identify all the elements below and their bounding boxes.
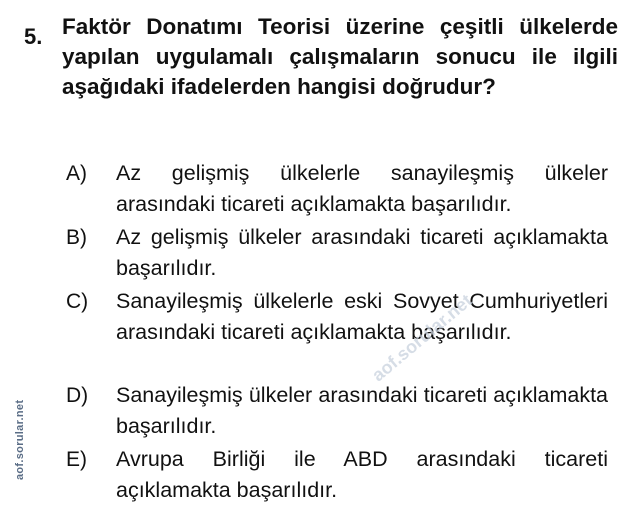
side-watermark: aof.sorular.net [14,399,26,480]
option-a-letter: A) [66,162,87,185]
option-d-letter: D) [66,384,89,407]
option-c-text: Sanayileşmiş ülkelerle eski Sovyet Cumhuriyetleri arasındaki ticareti açıklamakta başarılıdır. [116,289,608,344]
option-c-letter: C) [66,290,89,313]
center-watermark: aof.sorular.net [368,290,476,386]
option-b-letter: B) [66,226,87,249]
question-number: 5. [24,24,43,49]
question-text: Faktör Donatımı Teorisi üzerine çeşitli ülkelerde yapılan uygulamalı çalışmaların sonucu ile ilgili aşağıdaki ifadelerden hangisi doğrudur? [62,14,618,99]
option-e-letter: E) [66,448,87,471]
option-d-text: Sanayileşmiş ülkeler arasındaki ticareti açıklamakta başarılıdır. [116,383,608,438]
option-e-text: Avrupa Birliği ile ABD arasındaki ticareti açıklamakta başarılıdır. [116,447,608,502]
option-a-text: Az gelişmiş ülkelerle sanayileşmiş ülkeler arasındaki ticareti açıklamakta başarılıdır. [116,161,608,216]
option-b-text: Az gelişmiş ülkeler arasındaki ticareti açıklamakta başarılıdır. [116,225,608,280]
